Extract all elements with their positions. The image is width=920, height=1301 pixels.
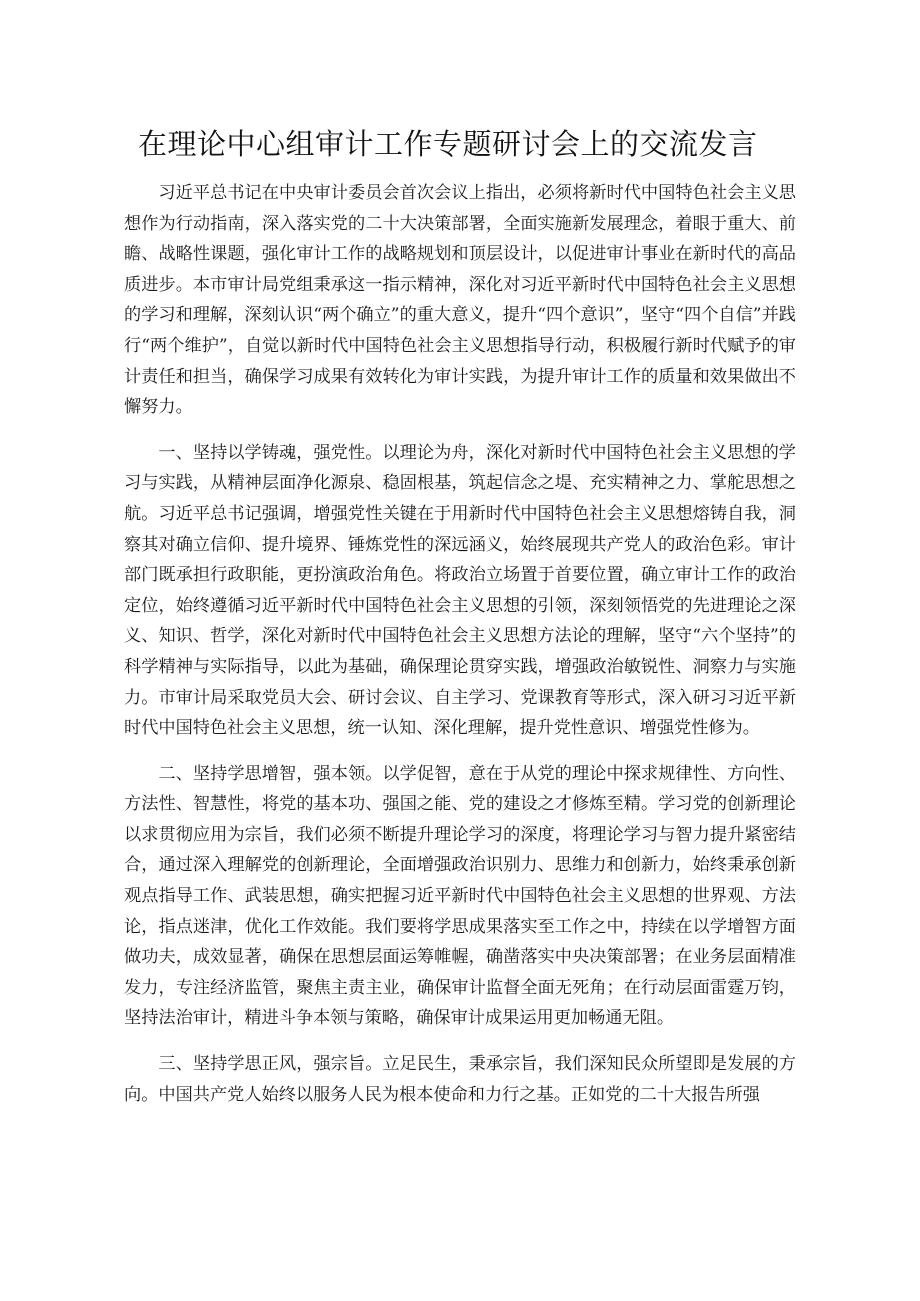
document-title: 在理论中心组审计工作专题研讨会上的交流发言 [138,127,758,161]
paragraph-section-1: 一、坚持以学铸魂，强党性。以理论为舟，深化对新时代中国特色社会主义思想的学习与实践，从精神层面净化源泉、稳固根基，筑起信念之堤、充实精神之力、掌舵思想之航。习近平总书记强调，增强党性关键在于用新时代中国特色社会主义思想熔铸自我，洞察其对确立信仰、提升境界、锤炼党性的深远涵义，始终展现共产党人的政治色彩。审计部门既承担行政职能，更扮演政治角色。将政治立场置于首要位置，确立审计工作的政治定位，始终遵循习近平新时代中国特色社会主义思想的引领，深刻领悟党的先进理论之深义、知识、哲学，深化对新时代中国特色社会主义思想方法论的理解，坚守“六个坚持”的科学精神与实际指导，以此为基础，确保理论贯穿实践，增强政治敏锐性、洞察力与实施力。市审计局采取党员大会、研讨会议、自主学习、党课教育等形式，深入研习习近平新时代中国特色社会主义思想，统一认知、深化理解，提升党性意识、增强党性修为。 [124,442,796,739]
paragraph-section-3: 三、坚持学思正风，强宗旨。立足民生，秉承宗旨，我们深知民众所望即是发展的方向。中国共产党人始终以服务人民为根本使命和力行之基。正如党的二十大报告所强 [124,1054,796,1105]
paragraph-intro: 习近平总书记在中央审计委员会首次会议上指出，必须将新时代中国特色社会主义思想作为行动指南，深入落实党的二十大决策部署，全面实施新发展理念，着眼于重大、前瞻、战略性课题，强化审计工作的战略规划和顶层设计，以促进审计事业在新时代的高品质进步。本市审计局党组秉承这一指示精神，深化对习近平新时代中国特色社会主义思想的学习和理解，深刻认识“两个确立”的重大意义，提升“四个意识”，坚守“四个自信”并践行“两个维护”，自觉以新时代中国特色社会主义思想指导行动，积极履行新时代赋予的审计责任和担当，确保学习成果有效转化为审计实践，为提升审计工作的质量和效果做出不懈努力。 [124,183,796,418]
paragraph-section-2: 二、坚持学思增智，强本领。以学促智，意在于从党的理论中探求规律性、方向性、方法性、智慧性，将党的基本功、强国之能、党的建设之才修炼至精。学习党的创新理论以求贯彻应用为宗旨，我们必须不断提升理论学习的深度，将理论学习与智力提升紧密结合，通过深入理解党的创新理论，全面增强政治识别力、思维力和创新力，始终秉承创新观点指导工作、武装思想，确实把握习近平新时代中国特色社会主义思想的世界观、方法论，指点迷津，优化工作效能。我们要将学思成果落实至工作之中，持续在以学增智方面做功夫，成效显著，确保在思想层面运筹帷幄，确凿落实中央决策部署；在业务层面精准发力，专注经济监管，聚焦主责主业，确保审计监督全面无死角；在行动层面雷霆万钧，坚持法治审计，精进斗争本领与策略，确保审计成果运用更加畅通无阻。 [124,763,796,1029]
document-body [124,178,796,1125]
